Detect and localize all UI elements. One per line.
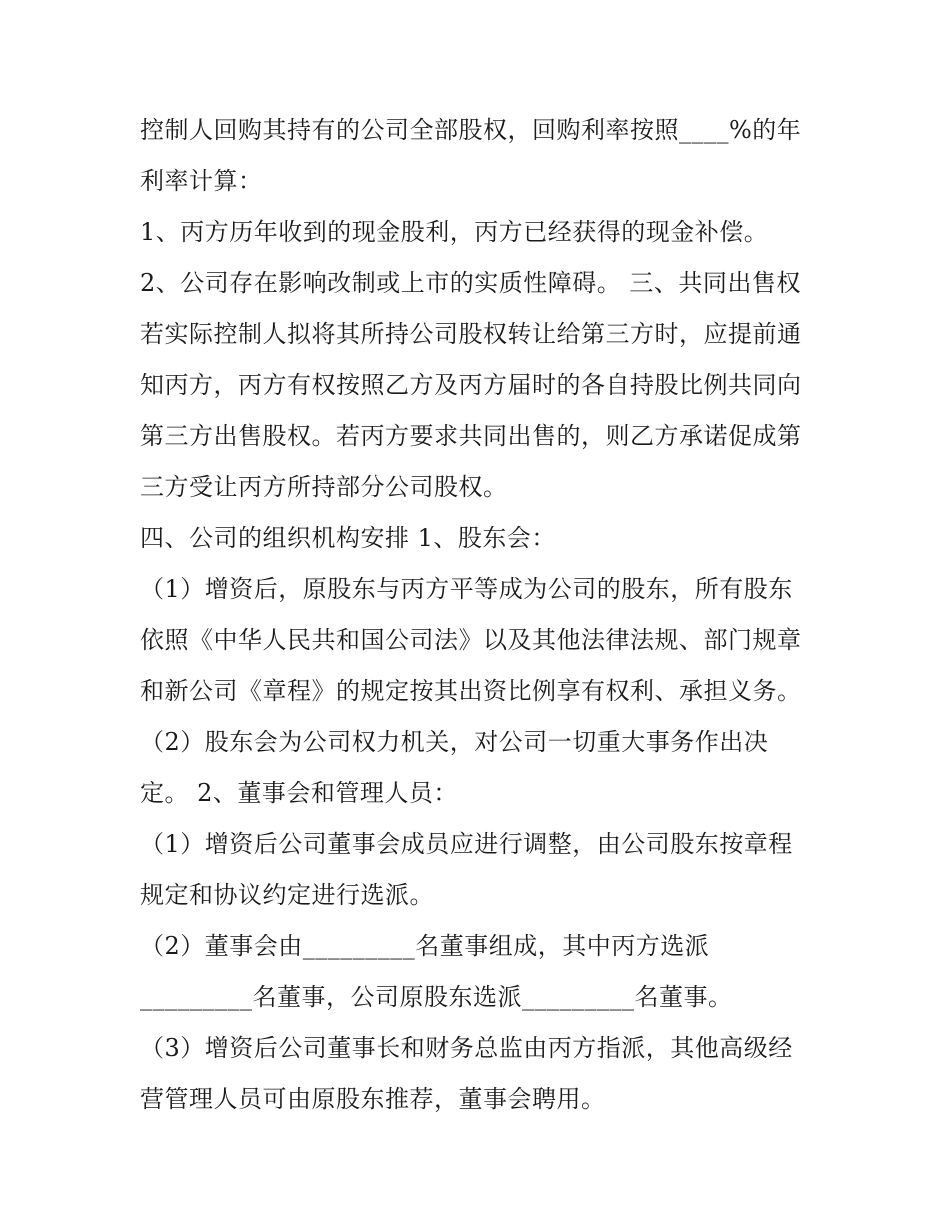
text-line: 控制人回购其持有的公司全部股权，回购利率按照____%的年: [140, 116, 802, 144]
text-line: 若实际控制人拟将其所持公司股权转让给第三方时，应提前通: [140, 320, 802, 348]
text-line: 利率计算：: [140, 167, 263, 195]
text-line: （2）董事会由_________名董事组成，其中丙方选派: [140, 932, 710, 960]
text-line: 依照《中华人民共和国公司法》以及其他法律法规、部门规章: [140, 626, 802, 654]
text-line: 1、丙方历年收到的现金股利，丙方已经获得的现金补偿。: [140, 218, 769, 246]
text-line: 三方受让丙方所持部分公司股权。: [140, 473, 508, 501]
text-line: 2、公司存在影响改制或上市的实质性障碍。 三、共同出售权: [140, 269, 801, 297]
text-line: 第三方出售股权。若丙方要求共同出售的，则乙方承诺促成第: [140, 422, 802, 450]
text-line: 知丙方，丙方有权按照乙方及丙方届时的各自持股比例共同向: [140, 371, 802, 399]
section-heading: 四、公司的组织机构安排 1、股东会：: [140, 524, 556, 552]
text-line: 规定和协议约定进行选派。: [140, 881, 434, 909]
text-line: 定。 2、董事会和管理人员：: [140, 779, 458, 807]
text-line: 营管理人员可由原股东推荐，董事会聘用。: [140, 1085, 606, 1113]
text-line: （3）增资后公司董事长和财务总监由丙方指派，其他高级经: [140, 1034, 793, 1062]
text-line: 和新公司《章程》的规定按其出资比例享有权利、承担义务。: [140, 677, 802, 705]
text-line: _________名董事，公司原股东选派_________名董事。: [140, 983, 733, 1011]
text-line: （1）增资后，原股东与丙方平等成为公司的股东，所有股东: [140, 575, 793, 603]
text-line: （2）股东会为公司权力机关，对公司一切重大事务作出决: [140, 728, 769, 756]
text-line: （1）增资后公司董事会成员应进行调整，由公司股东按章程: [140, 830, 793, 858]
